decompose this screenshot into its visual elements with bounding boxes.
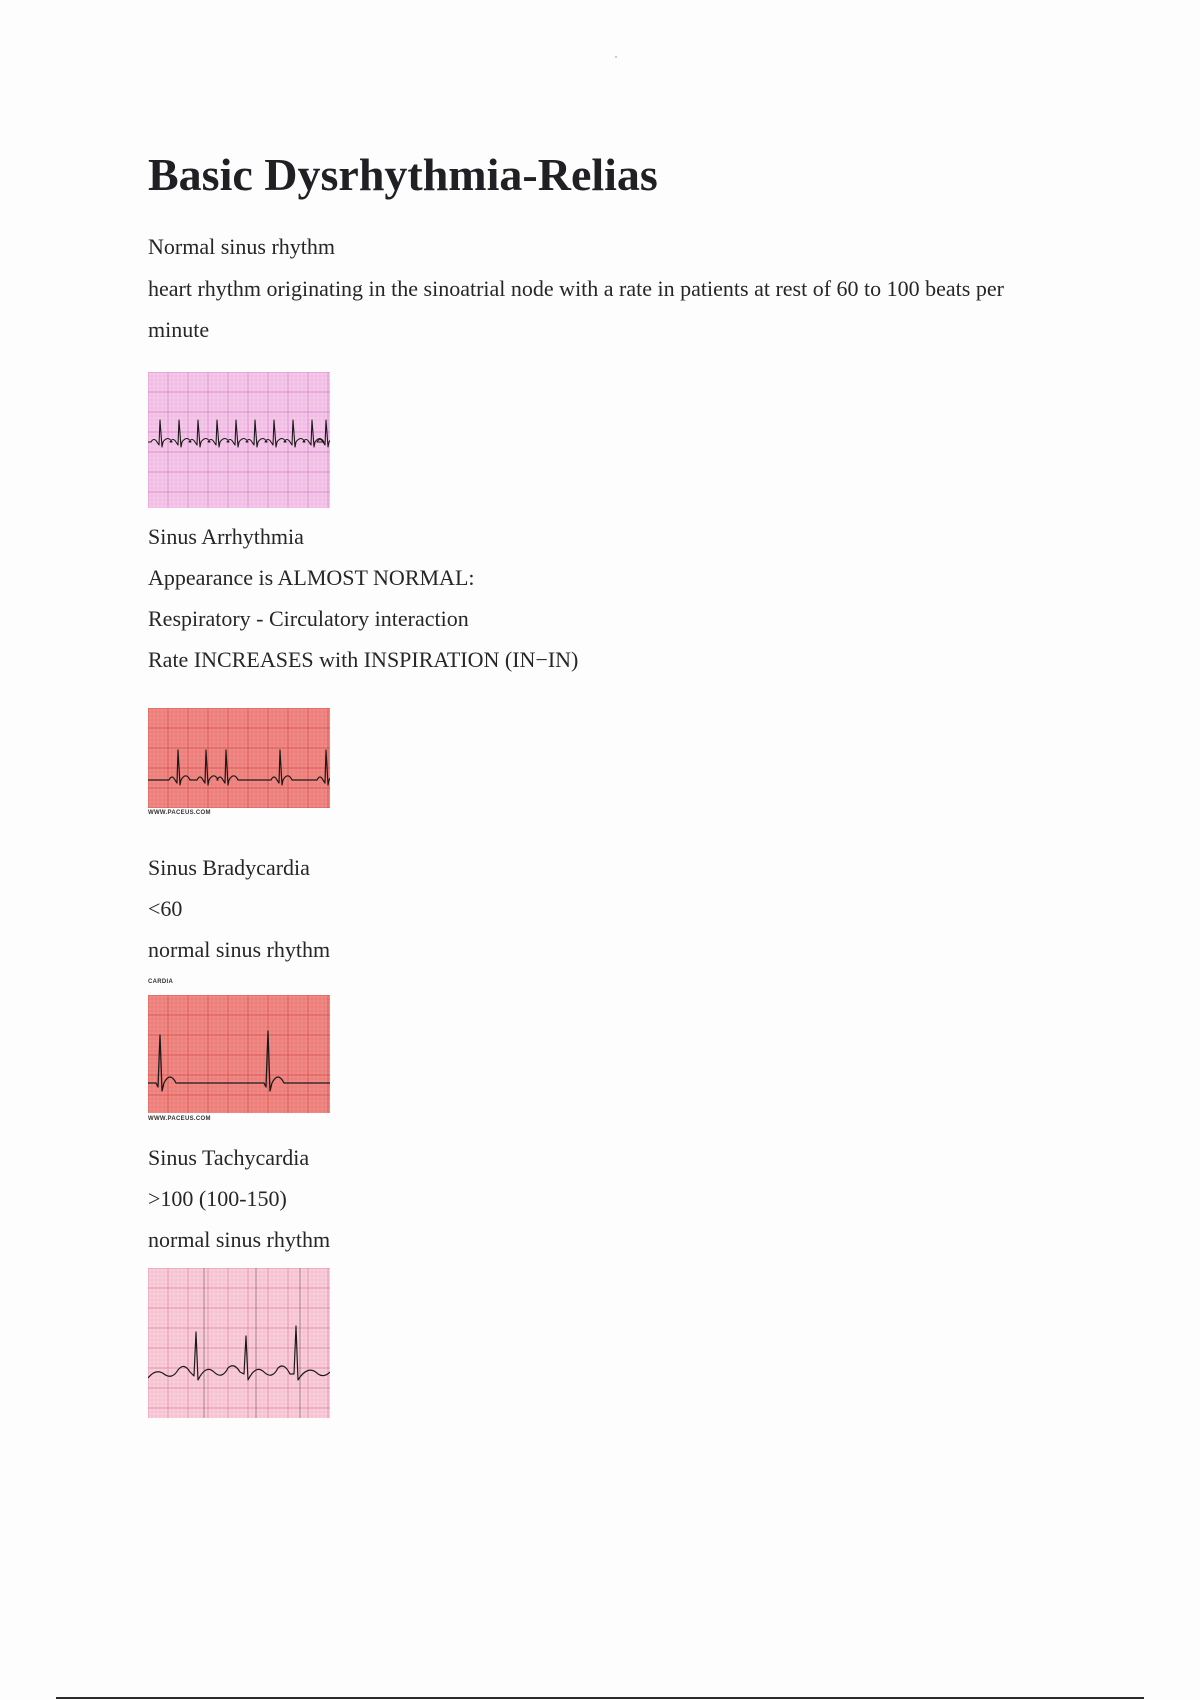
section-text-line: normal sinus rhythm xyxy=(148,937,331,962)
section-heading-sinus-bradycardia: Sinus Bradycardia xyxy=(148,855,310,880)
section-text-line: minute xyxy=(148,317,210,342)
section-text-line: normal sinus rhythm xyxy=(148,1227,331,1252)
document-title: Basic Dysrhythmia-Relias xyxy=(148,149,658,200)
strip-top-caption: CARDIA xyxy=(148,979,174,985)
ecg-sinus-bradycardia-strip xyxy=(148,995,330,1113)
section-text-line: >100 (100-150) xyxy=(148,1186,287,1211)
page-bottom-rule xyxy=(56,1697,1144,1699)
section-heading-sinus-arrhythmia: Sinus Arrhythmia xyxy=(148,524,304,549)
strip-caption: WWW.PACEUS.COM xyxy=(148,1116,211,1122)
section-heading-normal-sinus: Normal sinus rhythm xyxy=(148,234,335,259)
strip-caption: WWW.PACEUS.COM xyxy=(148,810,211,816)
section-text-line: Appearance is ALMOST NORMAL: xyxy=(148,565,475,590)
section-text-line: heart rhythm originating in the sinoatrial node with a rate in patients at rest of 60 to 100 beats per xyxy=(148,276,1004,301)
scan-speck xyxy=(615,56,617,58)
ecg-sinus-tachycardia-strip xyxy=(148,1268,330,1418)
section-heading-sinus-tachycardia: Sinus Tachycardia xyxy=(148,1145,310,1170)
section-text-line: Respiratory - Circulatory interaction xyxy=(148,606,469,631)
ecg-sinus-arrhythmia-strip xyxy=(148,708,330,808)
section-text-line: Rate INCREASES with INSPIRATION (IN−IN) xyxy=(148,647,579,672)
ecg-normal-sinus-strip xyxy=(148,372,330,508)
section-text-line: <60 xyxy=(148,896,183,921)
